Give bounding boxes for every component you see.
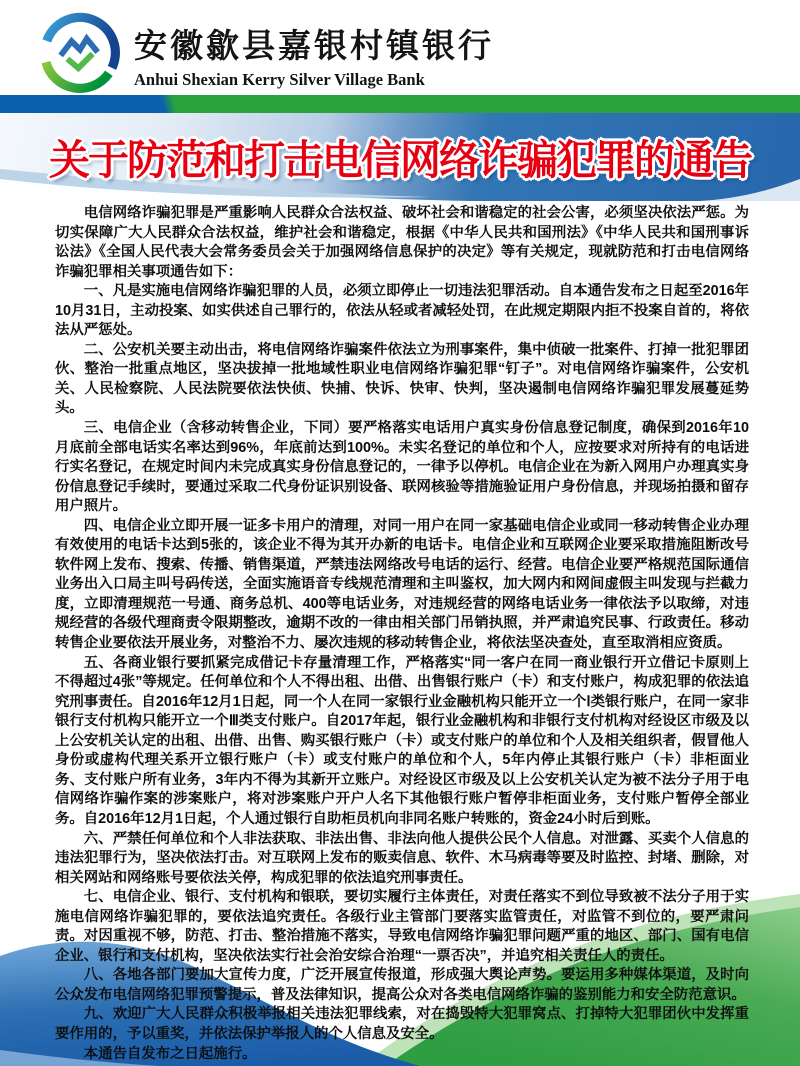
title-banner [0, 113, 800, 201]
paragraph-intro: 电信网络诈骗犯罪是严重影响人民群众合法权益、破坏社会和谐稳定的社会公害，必须坚决依法严惩。为切实保障广大人民群众合法权益，维护社会和谐稳定，根据《中华人民共和国刑法》《中华人民共和国刑事诉讼法》《全国人民代表大会常务委员会关于加强网络信息保护的决定》等有关规定，现就防范和打击电信网络诈骗犯罪相关事项通告如下： [55, 205, 749, 280]
blue-green-stripe [0, 95, 800, 113]
paragraph-9: 九、欢迎广大人民群众积极举报相关违法犯罪线索，对在捣毁特大犯罪窝点、打掉特大犯罪团伙中发挥重要作用的，予以重奖，并依法保护举报人的个人信息及安全。 [55, 1006, 749, 1042]
bank-names [134, 20, 494, 90]
bank-name-chinese: 安徽歙县嘉银村镇银行 [134, 29, 494, 65]
paragraph-7: 七、电信企业、银行、支付机构和银联，要切实履行主体责任，对责任落实不到位导致被不法分子用于实施电信网络诈骗犯罪的，要依法追究责任。各级行业主管部门要落实监管责任，对监管不到位的，要严肃问责。对因重视不够，防范、打击、整治措施不落实，导致电信网络诈骗犯罪问题严重的地区、部门、国有电信企业、银行和支付机构，坚决依法实行社会治安综合治理“一票否决”，并追究相关责任人的责任。 [55, 889, 749, 964]
paragraph-6: 六、严禁任何单位和个人非法获取、非法出售、非法向他人提供公民个人信息。对泄露、买卖个人信息的违法犯罪行为，坚决依法打击。对互联网上发布的贩卖信息、软件、木马病毒等要及时监控、封堵、删除，对相关网站和网络账号要依法关停，构成犯罪的依法追究刑事责任。 [55, 830, 749, 886]
bank-logo-icon [38, 11, 122, 95]
paragraph-8: 八、各地各部门要加大宣传力度，广泛开展宣传报道，形成强大舆论声势。要运用多种媒体渠道，及时向公众发布电信网络犯罪预警提示，普及法律知识，提高公众对各类电信网络诈骗的鉴别能力和安全防范意识。 [55, 967, 749, 1003]
page-title: 关于防范和打击电信网络诈骗犯罪的通告 [49, 137, 751, 183]
header [0, 0, 800, 95]
paragraph-1: 一、凡是实施电信网络诈骗犯罪的人员，必须立即停止一切违法犯罪活动。自本通告发布之日起至2016年10月31日，主动投案、如实供述自己罪行的，依法从轻或者减轻处罚，在此规定期限内拒不投案自首的，将依法从严惩处。 [55, 283, 750, 339]
notice-body [55, 204, 749, 1064]
paragraph-5: 五、各商业银行要抓紧完成借记卡存量清理工作，严格落实“同一客户在同一商业银行开立借记卡原则上不得超过4张”等规定。任何单位和个人不得出租、出借、出售银行账户（卡）和支付账户，构成犯罪的依法追究刑事责任。自2016年12月1日起，同一个人在同一家银行业金融机构只能开立一个Ⅰ类银行账户，在同一家非银行支付机构只能开立一个Ⅲ类支付账户。自2017年起，银行业金融机构和非银行支付机构对经设区市级及以上公安机关认定的出租、出借、出售、购买银行账户（卡）或支付账户的单位和个人及相关组织者，假冒他人身份或虚构代理关系开立银行账户（卡）或支付账户的单位和个人，5年内停止其银行账户（卡）非柜面业务、支付账户所有业务，3年内不得为其新开立账户。对经设区市级及以上公安机关认定为被不法分子用于电信网络诈骗作案的涉案账户，将对涉案账户开户人名下其他银行账户暂停非柜面业务，支付账户暂停全部业务。自2016年12月1日起，个人通过银行自助柜员机向非同名账户转账的，资金24小时后到账。 [55, 654, 749, 827]
paragraph-2: 二、公安机关要主动出击，将电信网络诈骗案件依法立为刑事案件，集中侦破一批案件、打掉一批犯罪团伙、整治一批重点地区，坚决拔掉一批地域性职业电信网络诈骗犯罪“钉子”。对电信网络诈骗案件，公安机关、人民检察院、人民法院要依法快侦、快捕、快诉、快审、快判，坚决遏制电信网络诈骗犯罪发展蔓延势头。 [55, 341, 749, 417]
paragraph-3: 三、电信企业（含移动转售企业，下同）要严格落实电话用户真实身份信息登记制度，确保到2016年10月底前全部电话实名率达到96%，年底前达到100%。未实名登记的单位和个人，应按要求对所持有的电话进行实名登记，在规定时间内未完成真实身份信息登记的，一律予以停机。电信企业在为新入网用户办理真实身份信息登记手续时，要通过采取二代身份证识别设备、联网核验等措施验证用户身份信息，并现场拍摄和留存用户照片。 [55, 420, 749, 515]
bank-name-english: Anhui Shexian Kerry Silver Village Bank [134, 70, 425, 89]
paragraph-closing: 本通告自发布之日起施行。 [83, 1045, 257, 1062]
paragraph-4: 四、电信企业立即开展一证多卡用户的清理，对同一用户在同一家基础电信企业或同一移动转售企业办理有效使用的电话卡达到5张的，该企业不得为其开办新的电话卡。电信企业和互联网企业要采取措施阻断改号软件网上发布、搜索、传播、销售渠道，严禁违法网络改号电话的运行、经营。电信企业要严格规范国际通信业务出入口局主叫号码传送，全面实施语音专线规范清理和主叫鉴权，加大网内和网间虚假主叫发现与拦截力度，立即清理规范一号通、商务总机、400等电话业务，对违规经营的网络电话业务一律依法予以取缔，对违规经营的各级代理商责令限期整改，逾期不改的一律由相关部门吊销执照，并严肃追究民事、行政责任。移动转售企业要依法开展业务，对整治不力、屡次违规的移动转售企业，将依法坚决查处，直至取消相应资质。 [55, 517, 749, 652]
